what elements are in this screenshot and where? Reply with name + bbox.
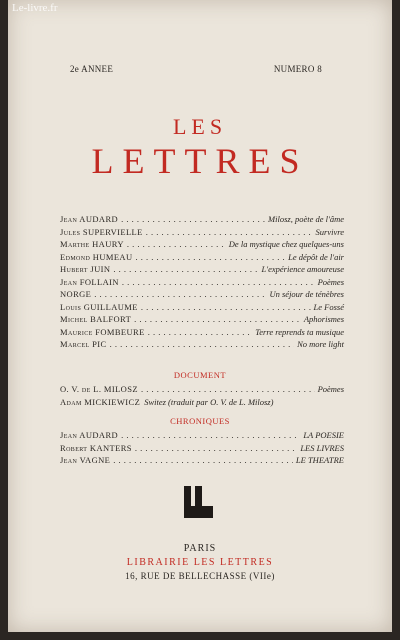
contents-row bbox=[60, 339, 344, 352]
contents-row bbox=[60, 214, 344, 227]
contents-row bbox=[60, 302, 344, 315]
leader-dots bbox=[113, 455, 293, 465]
leader-dots bbox=[141, 302, 311, 312]
contents-row bbox=[60, 430, 344, 443]
issue-number: NUMERO 8 bbox=[273, 64, 322, 74]
work-title: Aphorismes bbox=[303, 314, 344, 324]
author: Louis GUILLAUME bbox=[60, 301, 138, 312]
book-cover bbox=[8, 0, 392, 632]
work-title: Un séjour de ténèbres bbox=[269, 289, 344, 299]
year-label: 2e ANNEE bbox=[70, 64, 114, 74]
contents-row bbox=[60, 277, 344, 290]
author: Jean VAGNE bbox=[60, 455, 111, 465]
publisher-name: LIBRAIRIE LES LETTRES bbox=[126, 557, 274, 568]
author: Maurice FOMBEURE bbox=[60, 326, 145, 337]
author: Jules SUPERVIELLE bbox=[60, 226, 143, 237]
contents-row bbox=[60, 455, 344, 468]
contents-row bbox=[60, 327, 344, 340]
contents-row bbox=[60, 443, 344, 456]
author: Robert KANTERS bbox=[60, 442, 132, 453]
author: Jean FOLLAIN bbox=[60, 276, 119, 287]
contents-row bbox=[60, 252, 344, 265]
leader-dots bbox=[134, 314, 301, 324]
contents-row bbox=[60, 227, 344, 240]
leader-dots bbox=[135, 443, 297, 453]
leader-dots bbox=[141, 384, 315, 394]
author: Michel BALFORT bbox=[60, 314, 132, 324]
author: Hubert JUIN bbox=[60, 264, 111, 274]
leader-dots bbox=[110, 339, 295, 349]
work-title: LA POESIE bbox=[303, 430, 344, 440]
watermark: Le-livre.fr bbox=[12, 2, 58, 14]
leader-dots bbox=[148, 327, 253, 337]
work-title: Milosz, poète de l'âme bbox=[268, 214, 344, 224]
work-title: Survivre bbox=[315, 226, 344, 237]
chroniques-heading: CHRONIQUES bbox=[170, 416, 230, 426]
contents-row bbox=[60, 384, 344, 397]
work-title: LES LIVRES bbox=[300, 442, 344, 453]
leader-dots bbox=[113, 264, 258, 274]
author: Edmond HUMEAU bbox=[60, 251, 133, 262]
work-title: Terre reprends ta musique bbox=[255, 326, 344, 337]
contents-row bbox=[60, 239, 344, 252]
work-title: Le dépôt de l'air bbox=[288, 251, 344, 262]
leader-dots bbox=[127, 239, 226, 249]
author: O. V. de L. MILOSZ bbox=[60, 384, 138, 394]
leader-dots bbox=[136, 252, 286, 262]
work-title: Poèmes bbox=[317, 384, 344, 394]
author: NORGE bbox=[60, 289, 92, 299]
work-title: LE THEATRE bbox=[295, 455, 344, 465]
leader-dots bbox=[121, 214, 265, 224]
work-title: Le Fossé bbox=[313, 301, 344, 312]
leader-dots bbox=[146, 227, 313, 237]
contents-row bbox=[60, 314, 344, 327]
document-list bbox=[60, 384, 344, 409]
leader-dots bbox=[122, 277, 315, 287]
publisher-address: 16, RUE DE BELLECHASSE (VIIe) bbox=[125, 571, 275, 581]
author: Adam MICKIEWICZ bbox=[60, 396, 141, 407]
work-title: L'expérience amoureuse bbox=[261, 264, 344, 274]
title-line-1: LES bbox=[172, 114, 228, 139]
author: Jean AUDARD bbox=[60, 214, 119, 224]
contents-row bbox=[60, 264, 344, 277]
chroniques-list bbox=[60, 430, 344, 468]
ll-monogram-icon bbox=[182, 484, 216, 520]
work-title: No more light bbox=[297, 339, 344, 349]
author: Jean AUDARD bbox=[60, 430, 119, 440]
work-title: De la mystique chez quelques-uns bbox=[228, 239, 344, 249]
leader-dots bbox=[121, 430, 300, 440]
leader-dots bbox=[94, 289, 266, 299]
author: Marcel PIC bbox=[60, 339, 107, 349]
contents-row bbox=[60, 397, 344, 410]
author: Marthe HAURY bbox=[60, 239, 124, 249]
contents-list bbox=[60, 214, 344, 352]
work-title: Poèmes bbox=[317, 276, 344, 287]
title-line-2: LETTRES bbox=[91, 141, 309, 181]
work-title: Switez (traduit par O. V. de L. Milosz) bbox=[144, 396, 274, 407]
publisher-city: PARIS bbox=[183, 543, 217, 554]
contents-row bbox=[60, 289, 344, 302]
document-heading: DOCUMENT bbox=[173, 370, 227, 380]
